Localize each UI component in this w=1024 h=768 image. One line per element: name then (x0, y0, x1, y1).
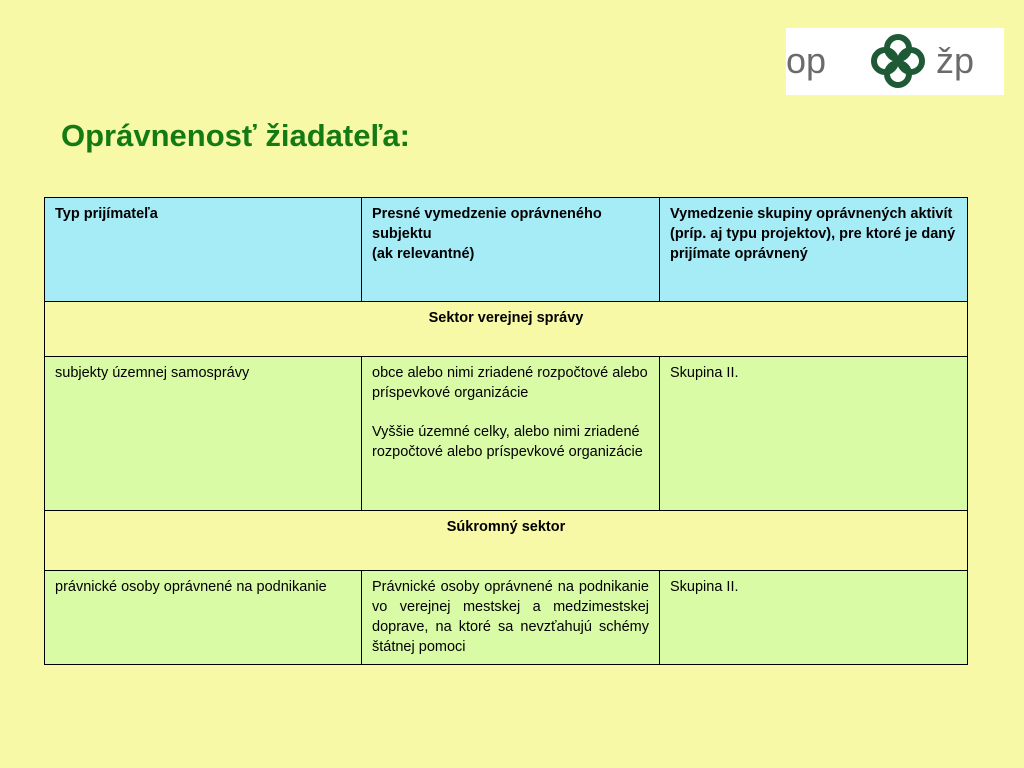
cell-activity-group: Skupina II. (660, 357, 968, 511)
table-header-row (45, 198, 968, 302)
op-zp-logo (786, 28, 1004, 95)
header-cell-activity-group (660, 198, 968, 302)
section-label-private: Súkromný sektor (45, 511, 968, 571)
definition-text-1: obce alebo nimi zriadené rozpočtové alebo príspevkové organizácie (372, 365, 648, 401)
table-row (45, 357, 968, 511)
section-label-public: Sektor verejnej správy (45, 302, 968, 357)
header-cell-definition (362, 198, 660, 302)
definition-text-2: Vyššie územné celky, alebo nimi zriadené rozpočtové alebo príspevkové organizácie (372, 424, 643, 460)
page-title: Oprávnenosť žiadateľa: (61, 118, 410, 153)
logo-left-text: op (786, 40, 827, 81)
cell-activity-group: Skupina II. (660, 571, 968, 665)
cell-definition (362, 357, 660, 511)
cell-recipient-type: subjekty územnej samosprávy (45, 357, 362, 511)
header-label: Typ prijímateľa (55, 206, 158, 222)
cell-definition: Právnické osoby oprávnené na podnikanie vo verejnej mestskej a medzimestskej doprave, na ktoré sa nevzťahujú schémy štátnej pomoci (362, 571, 660, 665)
cell-recipient-type: právnické osoby oprávnené na podnikanie (45, 571, 362, 665)
paragraph-gap (372, 403, 649, 422)
eligibility-table (44, 197, 968, 665)
header-label: Presné vymedzenie oprávneného subjektu (ak relevantné) (372, 206, 602, 262)
header-cell-recipient-type (45, 198, 362, 302)
section-row-private (45, 511, 968, 571)
clover-icon (874, 37, 922, 85)
header-label: Vymedzenie skupiny oprávnených aktivít (príp. aj typu projektov), pre ktoré je daný prijímate oprávnený (670, 206, 956, 262)
logo-right-text: žp (936, 40, 975, 81)
section-row-public (45, 302, 968, 357)
table-row (45, 571, 968, 665)
